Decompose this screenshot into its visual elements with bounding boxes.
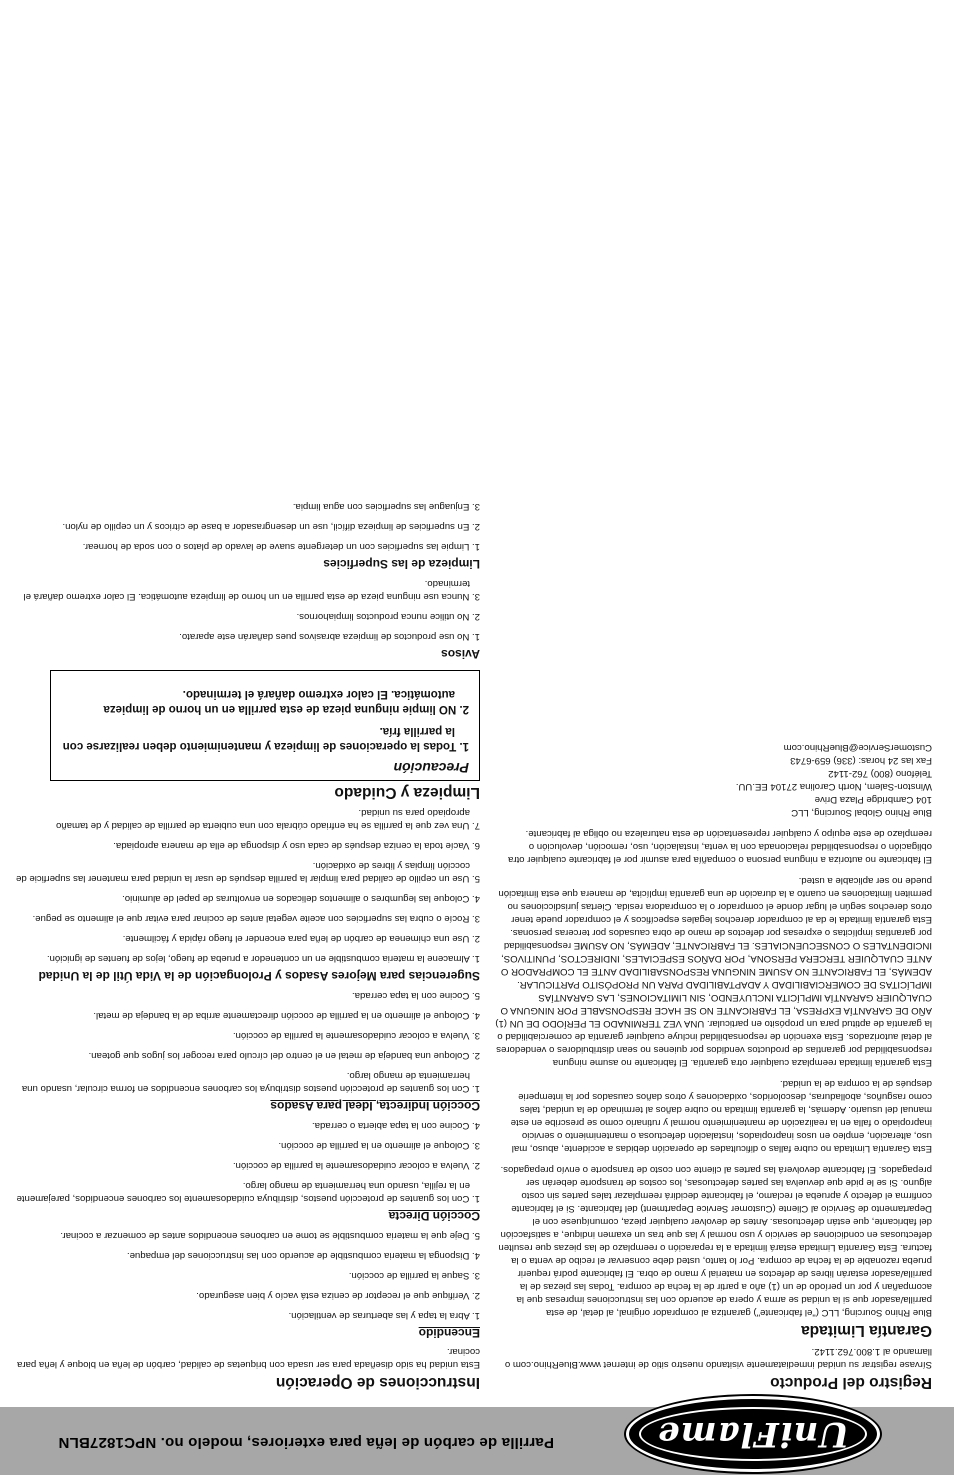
list-item: 7. Una vez que la parrilla se ha enfriado cúbrala con una cubierta de parrilla de calidad y de tamaño apropiado para su unidad. [56, 807, 480, 831]
banner-title: Parrilla de carbón de leña para exteriores, modelo no. NPC1827BLN [58, 1434, 554, 1451]
list-item: 6. Vacíe toda la ceniza después de cada uso y disponga de ella de manera apropiada. [113, 840, 480, 851]
garantia-paragraph-3: Esta garantía limitada reemplaza cualquier otra garantía. El fabricante no asume ninguna responsabilidad por garantías de productos vendidos por quienes no sean distribuidores o vendedores al detal autorizados. Esta exención de responsabilidad incluye cualquier garantía de comerciabilidad o la garantía de aptitud para un propósito en particular. UNA VEZ TERMINADO EL PERÍODO DE UN (1) AÑO DE GARANTÍA EXPRESA, EL FABRICANTE NO SE HACE RESPONSABLE POR NINGUNA O CUALQUIER GARANTÍA IMPLÍCITA INCLUYENDO, SIN LIMITACIONES, LAS GARANTÍAS IMPLÍCITAS DE COMERCIABILIDAD Y ADAPTABILIDAD PARA UN PROPÓSITO PARTICULAR. ADEMÁS, EL FABRICANTE NO ASUME NINGUNA RESPONSABILIDAD ANTE EL COMPRADOR O ANTE CUALQUIER TERCERA PERSONA, POR DAÑOS ESPECIALES, INDIRECTOS, PUNITIVOS, INCIDENTALES O CONSECUENCIALES. EL FABRICANTE, ADEMÁS, NO ASUME responsabilidad por garantías implícitas o expresas por defectos de mano de obra causados por terceras personas. Esta garantía limitada le da al comprador derechos legales específicos y el comprador puede tener otros derechos según el lugar donde el comprador o la compradora resida. Ciertas jurisdicciones no permiten limitaciones en cuanto a la duración de una garantía implícita, de manera que esta limitación puede no ser aplicable a usted. [495, 875, 932, 1068]
garantia-paragraph-1: Blue Rhino Sourcing, LLC ("el fabricante") garantiza al comprador original, al detal, de esta parrilla/asador que si la unidad se arma y opera de acuerdo con las instrucciones impresas que la acompañan y por un período de un (1) año a partir de la fecha de compra. Todas las piezas de la parrilla/asador estarán libres de defectos en material y mano de obra. El fabricante podrá requerir prueba razonable de la fecha de compra. Por lo tanto, usted debe conservar el recibo de venta o la factura. Esta Garantía Limitada estará limitada a la reparación o reemplazo de las piezas que resulten defectuosas en condiciones de servicio y uso normal y las que tras un examen indique, a satisfacción del fabricante, que están defectuosas. Antes de devolver cualquier pieza, comuníquese con el Departamento de Servicio al Cliente (Customer Service Department) del fabricante. Si el fabricante confirma el defecto y aprueba el reclamo, el fabricante decidirá reemplazar tales partes sin costo alguno. Si se le pide que devuelva las partes defectuosas, los costos de transporte deberán ser prepagados. El fabricante devolverá las partes al cliente con costo de transporte o envío prepagados. [498, 1164, 932, 1318]
list-item: 2. Verifique que el receptor de ceniza está vacío y bien asegurado. [196, 1290, 480, 1301]
list-item: 3. Enjuague las superficies con agua limpia. [292, 501, 480, 512]
encendido-list [16, 1229, 480, 1322]
garantia-paragraph-4: El fabricante no autoriza a ninguna persona o compañía para asumir por el fabricante cualquier otra obligación o responsabilidad relacionada con la venta, instalación, uso, remoción, devolución o reemplazo de este equipo y cualquier representación de esta naturaleza no obliga al fabricante. [508, 828, 932, 865]
superficies-title: Limpieza de las Superficies [323, 557, 480, 571]
list-item: 5. Deje que la materia combustible se tome en carbones encendidos antes de comenzar a cocinar. [60, 1230, 480, 1241]
list-item: 3. Coloque el alimento en la parrilla de cocción. [278, 1140, 480, 1151]
list-item: 1. Con los guantes de protección puestos distribuya los carbones encendidos en forma circular, usando una herramienta de mango largo. [21, 1070, 480, 1094]
uniflame-logo [626, 1396, 880, 1472]
header-banner [0, 1407, 954, 1475]
encendido-title: Encendido [418, 1326, 480, 1340]
contact-email: CustomerService@BlueRhino.com [783, 742, 932, 753]
registro-text: Sírvase registrar su unidad inmediatamente visitando nuestro sitio de internet www.BlueRhino.com o llamando al 1.800.762.1142. [504, 1346, 932, 1370]
operation-title: Instrucciones de Operación [275, 1374, 480, 1391]
sugerencias-title: Sugerencias para Mejores Asados y Prolongación de la Vida Útil de la Unidad [38, 969, 480, 983]
list-item: 5. Cocine con la tapa cerrada. [352, 990, 480, 1001]
column-operation-care [16, 493, 480, 1389]
column-registration-warranty [494, 741, 932, 1389]
contact-line: Teléfono (800) 762-1142 [828, 768, 932, 779]
list-item: 1. Abra la tapa y las aberturas de ventilación. [288, 1310, 480, 1321]
list-item: 4. Coloque las legumbres o alimentos delicados en envolturas de papel de aluminio. [122, 893, 480, 904]
care-title: Limpieza y Cuidado [334, 784, 480, 801]
list-item: 3. Nunca use ninguna pieza de esta parrilla en un horno de limpieza automática. El calor extremo dañará el terminado. [23, 578, 480, 602]
caution-title: Precaución [393, 760, 469, 776]
garantia-title: Garantía Limitada [801, 1322, 932, 1339]
indirecta-title: Cocción Indirecta, Ideal para Asados [270, 1099, 480, 1113]
list-item: 4. Coloque el alimento en la parrilla de cocción directamente arriba de la bandeja de metal. [93, 1010, 480, 1021]
avisos-list [16, 577, 480, 643]
garantia-paragraph-2: Esta Garantía Limitada no cubre fallas o dificultades de operación debidas a accidente, abuso, mal uso, alteración, empleo en usos inapropiados, instalación defectuosa o mantenimiento o servicio inapropiado o falla en la realización de mantenimiento normal y rutinario como se prescribe en este manual del usuario. Además, la garantía limitada no cubre daños al terminado de la unidad, tales como rasguños, abolladuras, descoloridos, oxidaciones y otros daños causados por la intemperie después de la compra de la unidad. [510, 1078, 932, 1154]
caution-box [50, 670, 480, 781]
list-item: 2. Coloque una bandeja de metal en el centro del círculo para recoger los jugos que gotean. [88, 1050, 480, 1061]
caution-item: 2. NO limpie ninguna pieza de esta parrilla en un horno de limpieza automática. El calor extremo dañará el terminado. [103, 688, 469, 715]
list-item: 4. Disponga la materia combustible de acuerdo con las instrucciones del empaque. [126, 1250, 480, 1261]
contact-line: Winston-Salem, North Carolina 27104 EE.UU. [735, 781, 932, 792]
list-item: 2. No utilice nunca productos limpiahornos. [296, 611, 480, 622]
sugerencias-list [16, 806, 480, 965]
list-item: 3. Vuelva a colocar cuidadosamente la parrilla de cocción. [232, 1030, 480, 1041]
caution-item: 1. Todas la operaciones de limpieza y mantenimiento deben realizarse con la parrilla fría. [62, 725, 469, 752]
list-item: 2. Use una chimenea de carbón de leña para encender el fuego rápida y fácilmente. [122, 933, 480, 944]
contact-line: Blue Rhino Global Sourcing, LLC [791, 807, 932, 818]
indirecta-list [16, 989, 480, 1095]
directa-title: Cocción Directa [388, 1209, 480, 1223]
contact-line: 104 Cambridge Plaza Drive [814, 794, 932, 805]
superficies-list [16, 500, 480, 553]
registro-title: Registro del Producto [770, 1374, 932, 1391]
contact-block [494, 741, 932, 819]
list-item: 2. En superficies de limpieza difícil, use un desengrasador a base de cítricos y un cepillo de nylon. [62, 521, 480, 532]
list-item: 3. Rocíe o cubra las superficies con aceite vegetal antes de cocinar para evitar que el alimento se pegue. [32, 913, 480, 924]
list-item: 1. No use productos de limpieza abrasivos pues dañarán este aparato. [179, 631, 480, 642]
avisos-title: Avisos [441, 647, 480, 661]
list-item: 1. Con los guantes de protección puestos, distribuya cuidadosamente los carbones encendidos, parejamente en la rejilla, usando una herramienta de mango largo. [16, 1180, 480, 1204]
logo-ring [639, 1407, 867, 1461]
list-item: 4. Cocine con la tapa abierta o cerrada. [312, 1120, 480, 1131]
directa-list [16, 1119, 480, 1205]
list-item: 1. Limpie las superficies con un detergente suave de lavado de platos o con soda de hornear. [82, 541, 480, 552]
list-item: 1. Almacene la materia combustible en un contenedor a prueba de fuego, lejos de fuentes de ignición. [46, 953, 480, 964]
logo-text: UniFlame [657, 1414, 849, 1454]
contact-line: Fax las 24 horas: (336) 659-6743 [790, 755, 932, 766]
list-item: 5. Use un cepillo de calidad para limpiar la parrilla después de usar la unidad para mantener las superficie de cocción limpias y libres de oxidación. [16, 860, 480, 884]
list-item: 3. Saque la parrilla de cocción. [348, 1270, 480, 1281]
list-item: 2. Vuelva a colocar cuidadosamente la parrilla de cocción. [232, 1160, 480, 1171]
operation-intro: Esta unidad ha sido diseñada para ser usada con briquetas de calidad, carbón de leña en bloque y leña para cocinar. [17, 1346, 480, 1370]
